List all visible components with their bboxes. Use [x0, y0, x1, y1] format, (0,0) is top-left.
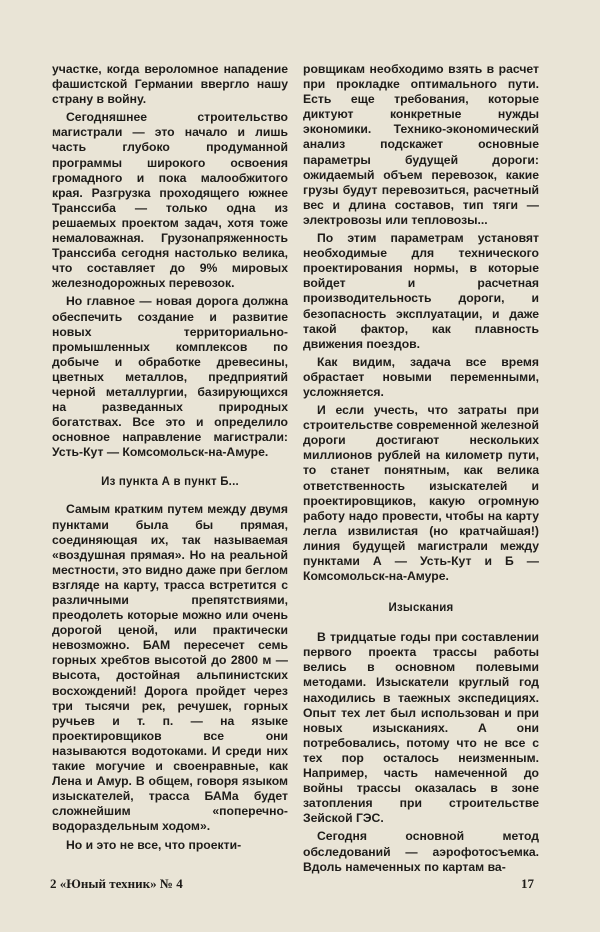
- right-column: [303, 62, 539, 878]
- issue-label: 2 «Юный техник» № 4: [50, 876, 183, 891]
- section-heading: Из пункта А в пункт Б...: [101, 476, 239, 489]
- paragraph: Сегодняшнее строительство магистрали — это начало и лишь часть глубоко продуманной программы широкого освоения громадного и пока малообжитого края. Разгрузка проходящего южнее Транссиба — только одна из решаемых проектом задач, хотя тоже немаловажная. Грузонапряженность Транссиба сегодня настолько велика, что составляет до 9% мировых железнодорожных перевозок.: [52, 110, 288, 291]
- paragraph: Как видим, задача все время обрастает новыми переменными, усложняется.: [303, 354, 539, 399]
- paragraph: В тридцатые годы при составлении первого проекта трассы работы велись в основном полевыми методами. Изыскатели круглый год находились в таежных экспедициях. Опыт тех лет был использован и при новых изысканиях. А они потребовались, потому что не все с тех пор осталось неизменным. Например, часть намеченной до войны трассы оказалась в зоне затопления при строительстве Зейской ГЭС.: [303, 630, 539, 826]
- left-column: [52, 62, 288, 856]
- paragraph: По этим параметрам установят необходимые для технического проектирования нормы, в которые войдет и расчетная производительность дороги, и безопасность эксплуатации, и даже такой фактор, как плавность движения поездов.: [303, 231, 539, 351]
- paragraph: Но главное — новая дорога должна обеспечить создание и развитие новых территориально-промышленных комплексов по добыче и обработке древесины, цветных металлов, предприятий черной металлургии, базирующихся на разведанных природных богатствах. Все это и определило основное направление магистрали: Усть-Кут — Комсомольск-на-Амуре.: [52, 294, 288, 460]
- page-number: 17: [521, 876, 534, 891]
- paragraph: участке, когда вероломное нападение фашистской Германии ввергло нашу страну в войну.: [52, 62, 288, 107]
- paragraph: ровщикам необходимо взять в расчет при прокладке оптимального пути. Есть еще требования, которые диктуют конкретные нужды экономики. Технико-экономический анализ подскажет основные параметры будущей дороги: ожидаемый объем перевозок, какие грузы будут перевозиться, расчетный вес и длина составов, тип тяги — электровозы или тепловозы...: [303, 62, 539, 227]
- paragraph: Но и это не все, что проекти-: [66, 837, 242, 852]
- paragraph: Сегодня основной метод обследований — аэрофотосъемка. Вдоль намеченных по картам ва-: [303, 829, 539, 874]
- paragraph: Самым кратким путем между двумя пунктами была бы прямая, соединяющая их, так называемая «воздушная прямая». Но на реальной местности, это видно даже при беглом взгляде на карту, трасса встретится с различными препятствиями, преодолеть которые можно или очень дорогой ценой, или практически невозможно. БАМ пересечет семь горных хребтов высотой до 2800 м — высота, достойная альпинистских восхождений! Дорога пройдет через три тысячи рек, речушек, горных ручьев и т. п. — на языке проектировщиков все они называются водотоками. И среди них такие могучие и своенравные, как Лена и Амур. В общем, говоря языком изыскателей, трасса БАМа будет сложнейшим «поперечно-водораздельным ходом».: [52, 502, 288, 834]
- section-heading: Изыскания: [388, 602, 454, 615]
- paragraph: И если учесть, что затраты при строительстве современной железной дороги достигают нескольких миллионов рублей на километр пути, то станет понятным, как велика ответственность изыскателей и проектировщиков, какую огромную работу надо провести, чтобы на карту легла извилистая (но кратчайшая!) линия будущей магистрали между пунктами А — Усть-Кут и Б — Комсомольск-на-Амуре.: [303, 403, 539, 584]
